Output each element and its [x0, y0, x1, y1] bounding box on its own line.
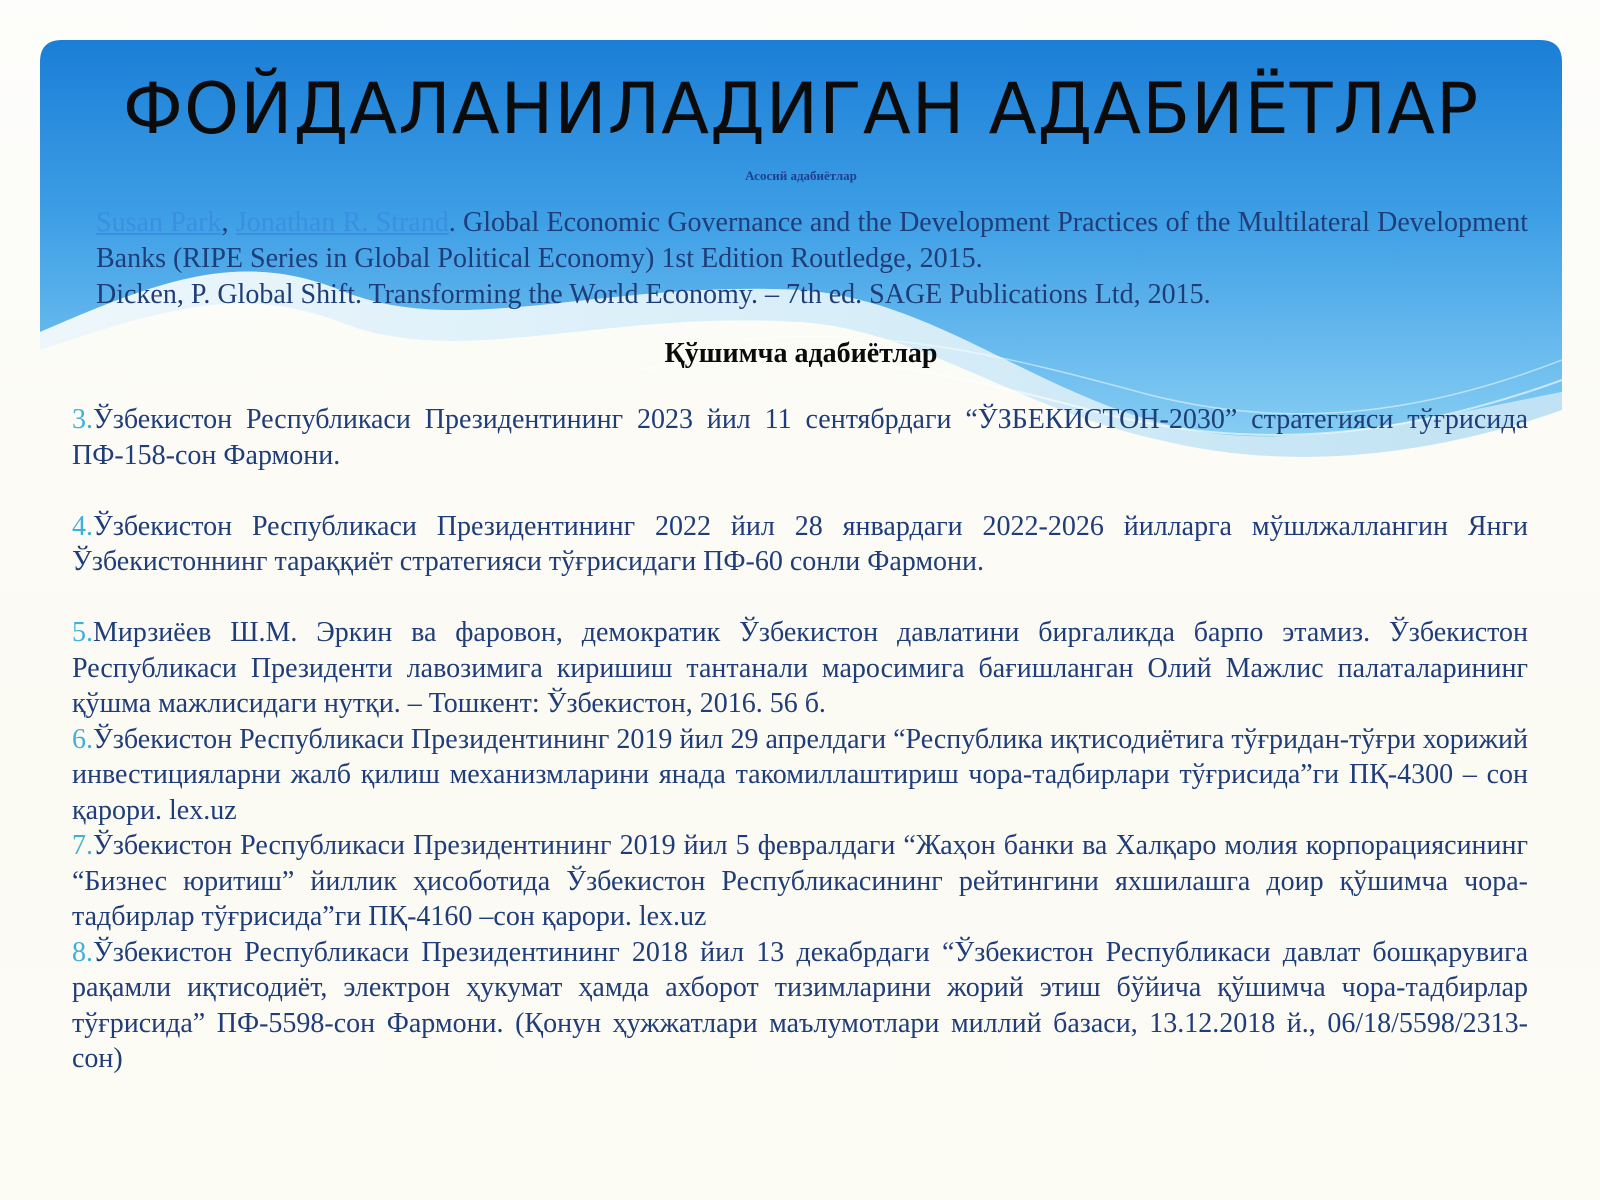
reference-number: 7.: [72, 830, 93, 861]
main-references: [72, 205, 1528, 313]
main-literature-heading: Асосий адабиётлар: [745, 168, 857, 183]
reference-text: Мирзиёев Ш.М. Эркин ва фаровон, демократик Ўзбекистон давлатини биргаликда барпо этамиз. Ўзбекистон Республикаси Президенти лавозимига киришиш тантанали маросимига бағишланган Олий Мажлис палаталарининг қўшма мажлисидаги нутқи. – Тошкент: Ўзбекистон, 2016. 56 б.: [72, 617, 1528, 719]
slide-title: ФОЙДАЛАНИЛАДИГАН АДАБИЁТЛАР: [122, 68, 1480, 150]
reference-number: 8.: [72, 936, 93, 968]
reference-item-3: [72, 402, 1528, 473]
reference-number: 4.: [72, 510, 93, 542]
reference-2: Dicken, P. Global Shift. Transforming the World Economy. – 7th ed. SAGE Publications Ltd, 2015.: [96, 279, 1211, 310]
reference-item-4: [72, 509, 1528, 580]
author-link-susan-park[interactable]: Susan Park: [96, 207, 222, 238]
reference-number: 3.: [72, 404, 93, 435]
reference-1-text: . Global Economic Governance and the Development Practices of the Multilateral Development Banks (RIPE Series in Global Political Economy) 1st Edition Routledge, 2015.: [96, 207, 1528, 274]
reference-item-7: [72, 828, 1528, 935]
author-link-jonathan-strand[interactable]: Jonathan R. Strand: [235, 207, 449, 238]
reference-1: [72, 205, 1528, 277]
additional-literature-heading: Қўшимча адабиётлар: [664, 338, 938, 369]
reference-number: 6.: [72, 723, 93, 755]
author-separator: ,: [221, 207, 236, 238]
reference-text: Ўзбекистон Республикаси Президентининг 2023 йил 11 сентябрдаги “ЎЗБЕКИСТОН-2030” стратегияси тўғрисида ПФ-158-сон Фармони.: [72, 404, 1528, 471]
reference-text: Ўзбекистон Республикаси Президентининг 2018 йил 13 декабрдаги “Ўзбекистон Республикаси давлат бошқарувига рақамли иқтисодиёт, электрон ҳукумат ҳамда ахборот тизимларини жорий этиш бўйича қўшимча чора-тадбирлар тўғрисида” ПФ-5598-сон Фармони. (Қонун ҳужжатлари маълумотлари миллий базаси, 13.12.2018 й., 06/18/5598/2313-сон): [72, 936, 1528, 1074]
reference-item-8: [72, 935, 1528, 1077]
reference-item-5: [72, 615, 1528, 722]
reference-text: Ўзбекистон Республикаси Президентининг 2019 йил 5 февралдаги “Жаҳон банки ва Халқаро молия корпорациясининг “Бизнес юритиш” йиллик ҳисоботида Ўзбекистон Республикасининг рейтингини яхшилашга доир қўшимча чора-тадбирлар тўғрисида”ги ПҚ-4160 –сон қарори. lex.uz: [72, 830, 1528, 932]
reference-text: Ўзбекистон Республикаси Президентининг 2019 йил 29 апрелдаги “Республика иқтисодиётига тўғридан-тўғри хорижий инвестицияларни жалб қилиш механизмларини янада такомиллаштириш чора-тадбирлари тўғрисида”ги ПҚ-4300 – сон қарори. lex.uz: [72, 723, 1528, 826]
reference-number: 5.: [72, 617, 93, 648]
reference-text: Ўзбекистон Республикаси Президентининг 2022 йил 28 январдаги 2022-2026 йилларга мўшлжаллангин Янги Ўзбекистоннинг тараққиёт стратегияси тўғрисидаги ПФ-60 сонли Фармони.: [72, 510, 1528, 577]
reference-item-6: [72, 722, 1528, 829]
additional-references: [72, 402, 1528, 1077]
